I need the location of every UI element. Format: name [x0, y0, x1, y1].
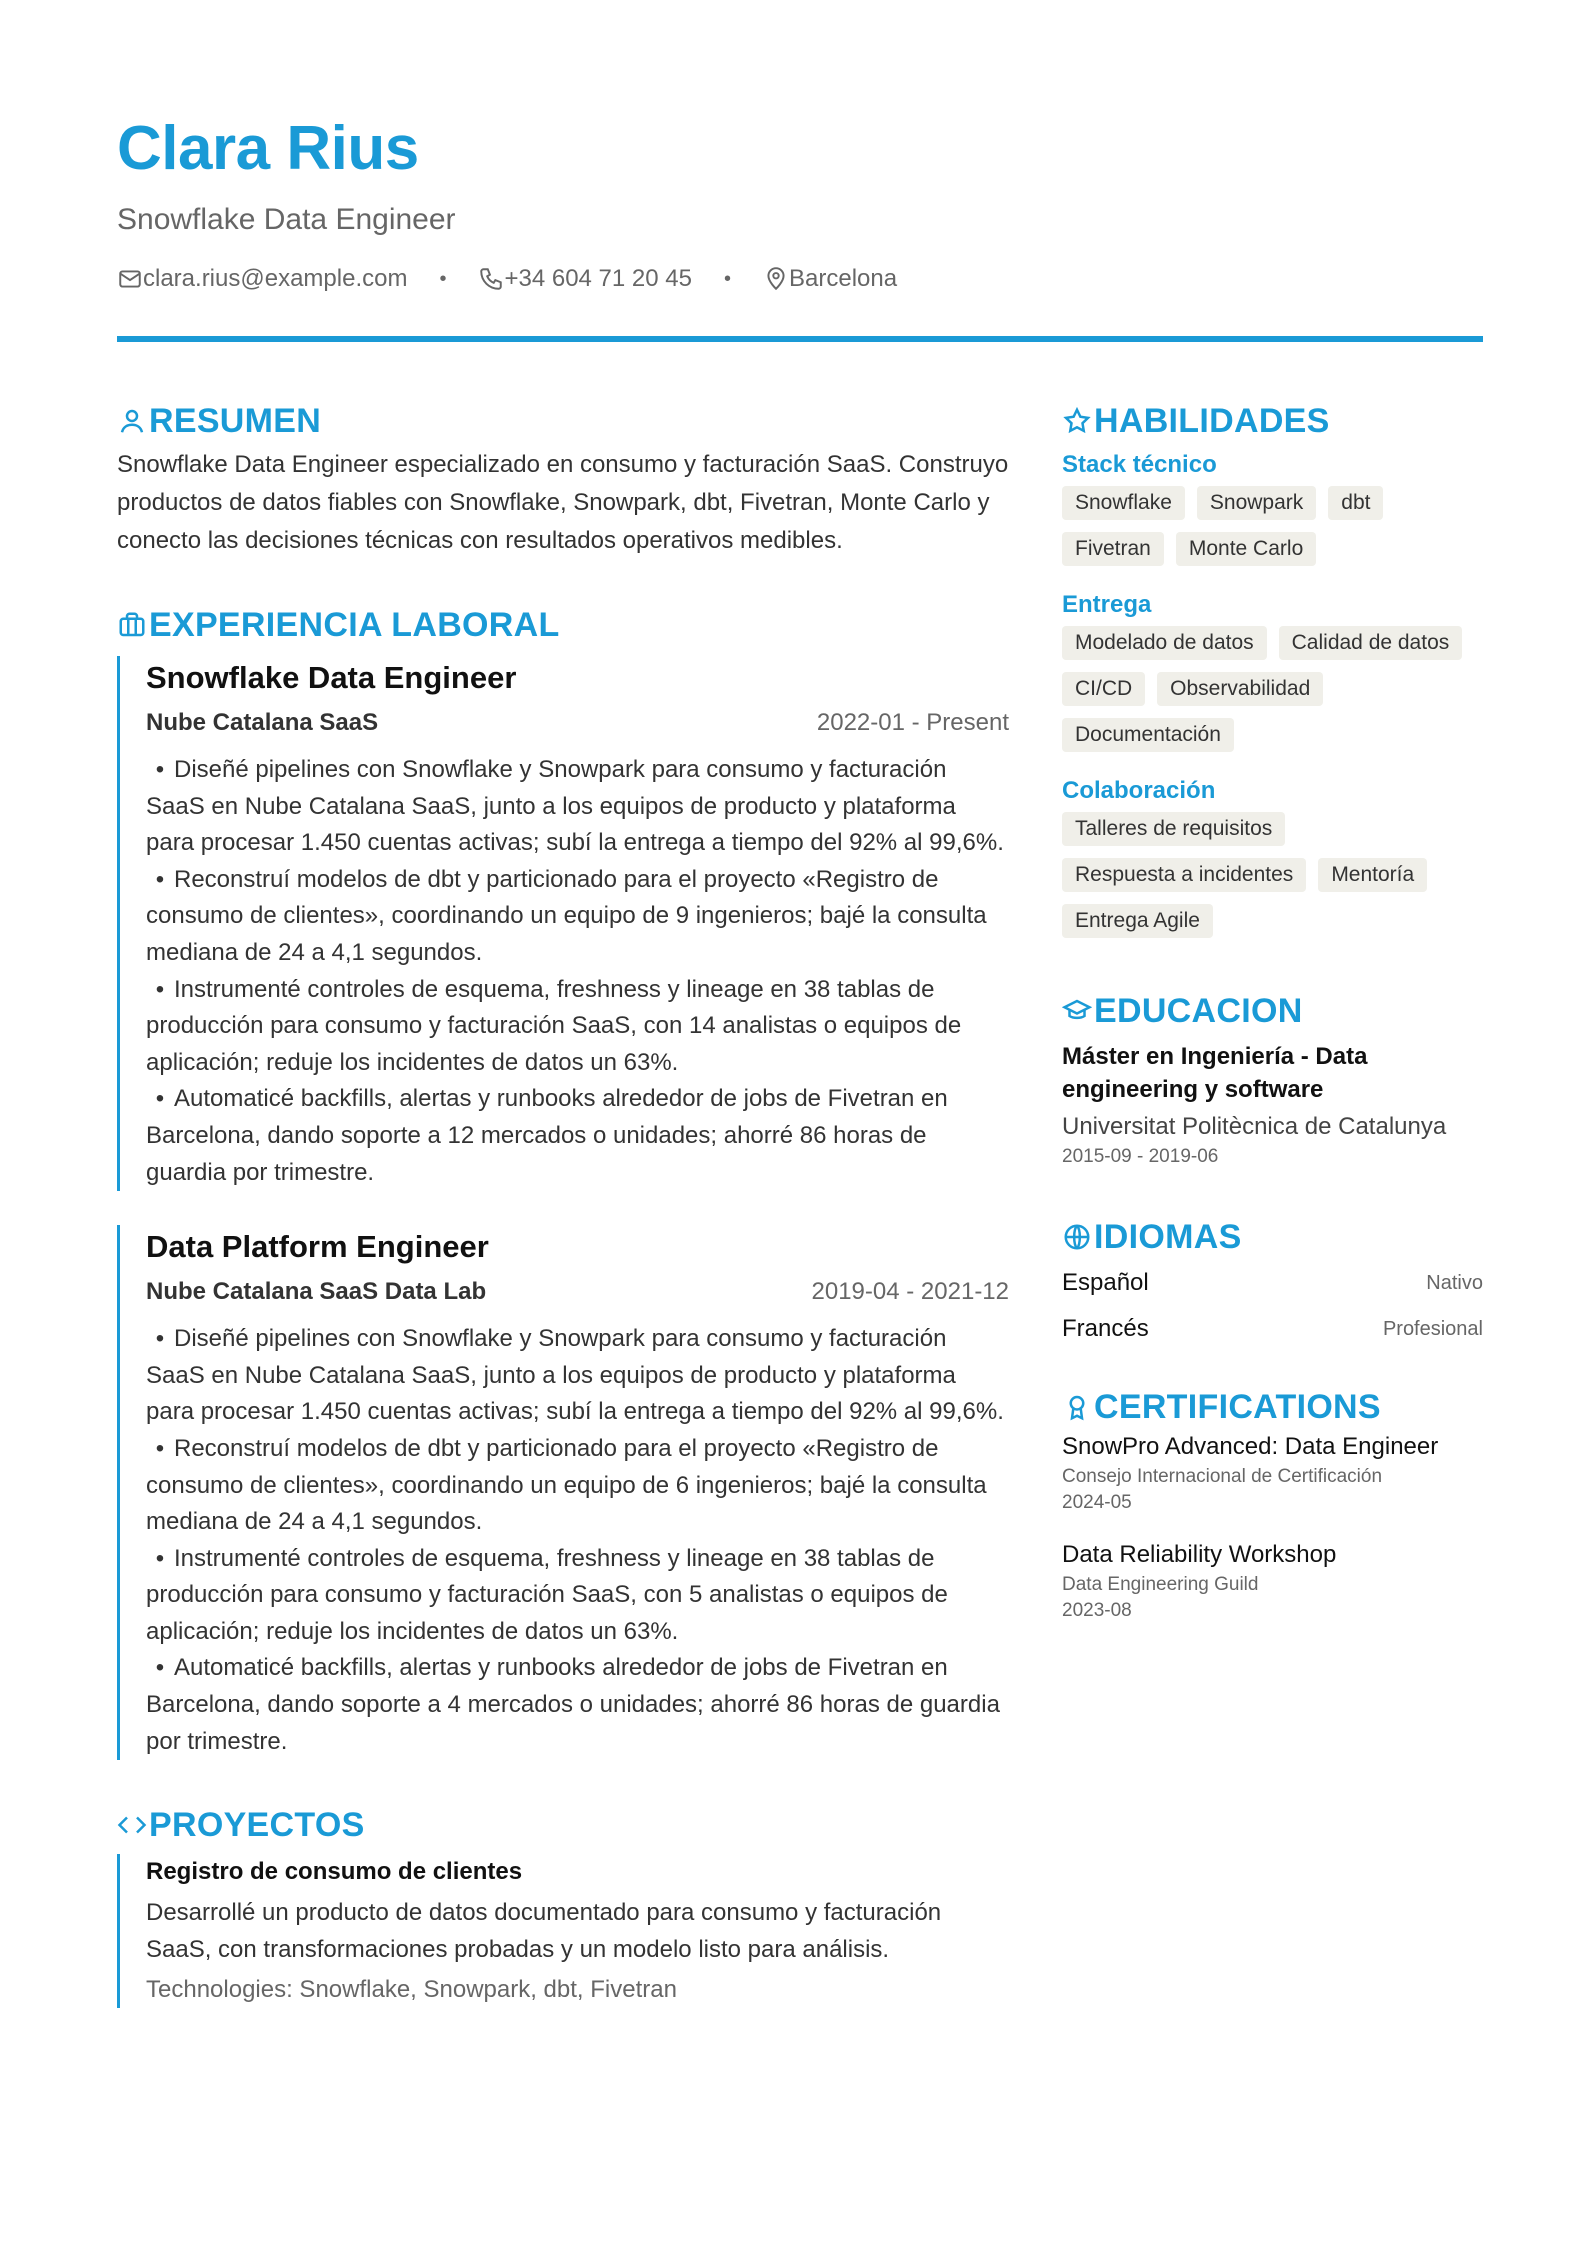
graduation-cap-icon — [1062, 996, 1092, 1026]
skill-chip: CI/CD — [1062, 672, 1145, 706]
skills-section — [1062, 398, 1483, 938]
globe-icon — [1062, 1222, 1092, 1252]
candidate-name: Clara Rius — [117, 114, 419, 183]
skill-chip: Calidad de datos — [1279, 626, 1463, 660]
job-bullet: • Reconstruí modelos de dbt y particionado para el proyecto «Registro de consumo de clientes», coordinando un equipo de 9 ingenieros; bajé la consulta mediana de 24 a 4,1 segundos. — [146, 865, 987, 966]
certification-name: Data Reliability Workshop — [1062, 1541, 1337, 1568]
project-entry — [117, 1854, 1009, 2008]
language-name: Francés — [1062, 1315, 1149, 1342]
languages-section — [1062, 1214, 1483, 1352]
skill-chips — [1062, 626, 1483, 752]
certification-name: SnowPro Advanced: Data Engineer — [1062, 1433, 1439, 1460]
language-row — [1062, 1306, 1483, 1352]
skill-group-title: Stack técnico — [1062, 451, 1217, 478]
job-company: Nube Catalana SaaS Data Lab — [146, 1278, 487, 1306]
email-text: clara.rius@example.com — [143, 265, 408, 292]
certification-entry — [1062, 1430, 1483, 1516]
sidebar-column — [1062, 398, 1483, 1624]
candidate-title: Snowflake Data Engineer — [117, 203, 456, 236]
job-title: Data Platform Engineer — [146, 1229, 489, 1265]
contact-separator: • — [723, 268, 731, 290]
certification-issuer: Consejo Internacional de Certificación — [1062, 1466, 1383, 1487]
job-bullet: • Automaticé backfills, alertas y runbooks alrededor de jobs de Fivetran en Barcelona, dando soporte a 4 mercados o unidades; ahorré 86 horas de guardia por trimestre. — [146, 1654, 1000, 1755]
language-row — [1062, 1260, 1483, 1306]
education-dates: 2015-09 - 2019-06 — [1062, 1146, 1219, 1167]
skill-chips — [1062, 812, 1483, 938]
contact-bar — [117, 262, 897, 296]
contact-phone[interactable] — [478, 262, 692, 296]
skill-chip: Respuesta a incidentes — [1062, 858, 1306, 892]
job-bullet: • Instrumenté controles de esquema, freshness y lineage en 38 tablas de producción para consumo y facturación SaaS, con 5 analistas o equipos de aplicación; reduje los incidentes de datos un 63%. — [146, 1544, 948, 1645]
skill-chip: Mentoría — [1318, 858, 1427, 892]
job-entry — [117, 1225, 1009, 1760]
skill-chip: Modelado de datos — [1062, 626, 1267, 660]
skill-chip: Documentación — [1062, 718, 1234, 752]
certification-date: 2024-05 — [1062, 1492, 1132, 1513]
resume-page — [117, 0, 1483, 2246]
certifications-section — [1062, 1384, 1483, 1624]
skill-chip: Snowpark — [1197, 486, 1316, 520]
education-degree: Máster en Ingeniería - Data engineering y software — [1062, 1043, 1368, 1103]
experience-section — [117, 602, 1009, 1760]
job-company: Nube Catalana SaaS — [146, 709, 379, 736]
education-school: Universitat Politècnica de Catalunya — [1062, 1113, 1447, 1140]
star-icon — [1062, 406, 1092, 436]
contact-email[interactable] — [117, 262, 407, 296]
phone-icon — [478, 266, 504, 292]
main-column — [117, 398, 1009, 2008]
job-bullet: • Automaticé backfills, alertas y runbooks alrededor de jobs de Fivetran en Barcelona, dando soporte a 12 mercados o unidades; ahorré 86 horas de guardia por trimestre. — [146, 1085, 948, 1186]
experience-heading: EXPERIENCIA LABORAL — [117, 602, 1009, 648]
contact-separator: • — [439, 268, 447, 290]
projects-section — [117, 1802, 1009, 2008]
phone-text: +34 604 71 20 45 — [504, 265, 692, 292]
summary-heading: RESUMEN — [117, 398, 1009, 444]
job-bullet: • Reconstruí modelos de dbt y particionado para el proyecto «Registro de consumo de clientes», coordinando un equipo de 6 ingenieros; bajé la consulta mediana de 24 a 4,1 segundos. — [146, 1434, 987, 1536]
map-pin-icon — [763, 266, 789, 292]
skill-chip: dbt — [1328, 486, 1383, 520]
skill-group-title: Entrega — [1062, 591, 1152, 618]
skill-group — [1062, 448, 1483, 566]
project-name: Registro de consumo de clientes — [146, 1858, 523, 1886]
language-name: Español — [1062, 1269, 1149, 1296]
location-text: Barcelona — [789, 265, 898, 292]
skill-chip: Entrega Agile — [1062, 904, 1213, 938]
project-technologies: Technologies: Snowflake, Snowpark, dbt, Fivetran — [146, 1976, 677, 2004]
skill-chips — [1062, 486, 1483, 566]
language-level: Nativo — [1426, 1272, 1483, 1294]
certification-entry — [1062, 1538, 1483, 1624]
projects-heading: PROYECTOS — [117, 1802, 1009, 1848]
skills-heading: HABILIDADES — [1062, 398, 1483, 444]
skill-chip: Observabilidad — [1157, 672, 1323, 706]
job-dates: 2019-04 - 2021-12 — [811, 1278, 1009, 1306]
user-icon — [117, 406, 147, 436]
code-icon — [117, 1810, 147, 1840]
job-entry — [117, 656, 1009, 1191]
job-title: Snowflake Data Engineer — [146, 660, 517, 695]
skill-group — [1062, 774, 1483, 938]
job-dates: 2022-01 - Present — [816, 709, 1009, 736]
summary-text: Snowflake Data Engineer especializado en consumo y facturación SaaS. Construyo productos de datos fiables con Snowflake, Snowpark, dbt, Fivetran, Monte Carlo y conecto las decisiones técnicas con resultados operativos medibles. — [117, 451, 1009, 554]
certifications-heading: CERTIFICATIONS — [1062, 1384, 1483, 1430]
education-section — [1062, 988, 1483, 1170]
award-icon — [1062, 1392, 1092, 1422]
job-bullet: • Diseñé pipelines con Snowflake y Snowpark para consumo y facturación SaaS en Nube Catalana SaaS, junto a los equipos de producto y plataforma para procesar 1.450 cuentas activas; subí la entrega a tiempo del 92% al 99,6%. — [146, 1325, 1004, 1426]
job-bullet: • Instrumenté controles de esquema, freshness y lineage en 38 tablas de producción para consumo y facturación SaaS, con 14 analistas o equipos de aplicación; reduje los incidentes de datos un 63%. — [146, 975, 962, 1076]
header-divider — [117, 336, 1483, 342]
skill-chip: Monte Carlo — [1176, 532, 1316, 566]
briefcase-icon — [117, 610, 147, 640]
skill-group-title: Colaboración — [1062, 777, 1216, 804]
project-description: Desarrollé un producto de datos documentado para consumo y facturación SaaS, con transformaciones probadas y un modelo listo para análisis. — [146, 1899, 942, 1964]
job-bullet: • Diseñé pipelines con Snowflake y Snowpark para consumo y facturación SaaS en Nube Catalana SaaS, junto a los equipos de producto y plataforma para procesar 1.450 cuentas activas; subí la entrega a tiempo del 92% al 99,6%. — [146, 756, 1004, 857]
languages-heading: IDIOMAS — [1062, 1214, 1483, 1260]
language-level: Profesional — [1382, 1318, 1483, 1340]
summary-section — [117, 398, 1009, 560]
skill-chip: Fivetran — [1062, 532, 1164, 566]
job-bullets — [146, 1321, 1009, 1760]
skill-chip: Snowflake — [1062, 486, 1185, 520]
certification-issuer: Data Engineering Guild — [1062, 1574, 1259, 1595]
contact-location — [763, 262, 897, 296]
certification-date: 2023-08 — [1062, 1600, 1132, 1621]
job-bullets — [146, 752, 1009, 1191]
skill-chip: Talleres de requisitos — [1062, 812, 1285, 846]
skill-group — [1062, 588, 1483, 752]
education-heading: EDUCACION — [1062, 988, 1483, 1034]
mail-icon — [117, 266, 143, 292]
